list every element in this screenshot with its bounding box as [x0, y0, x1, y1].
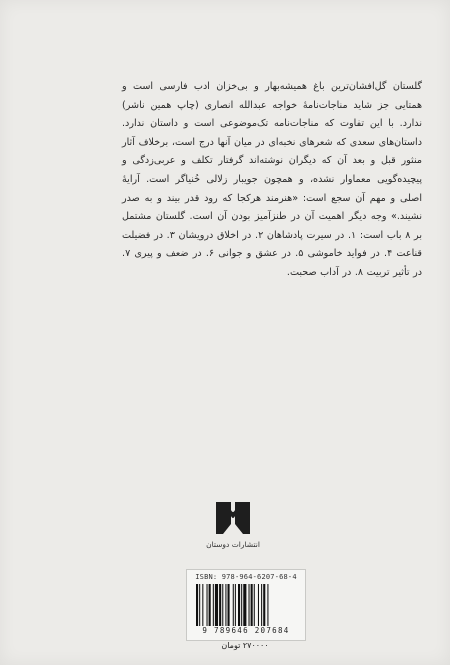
barcode-icon	[194, 584, 298, 626]
barcode-digits: 9 789646 207684	[202, 626, 290, 635]
isbn-barcode-box	[186, 569, 306, 641]
price-label: ۲۷۰۰۰۰ تومان	[221, 641, 269, 650]
barcode	[194, 584, 298, 626]
publisher-name: انتشارات دوستان	[206, 540, 260, 549]
isbn-label: ISBN: 978-964-6207-68-4	[195, 573, 297, 581]
publisher-logo-icon	[214, 500, 252, 536]
publisher-logo	[203, 500, 263, 560]
book-description: گلستان گل‌افشان‌ترین باغ همیشه‌بهار و بی‌خزان ادب فارسی است و همتایی جز شاید مناجات‌نامهٔ خواجه عبدالله انصاری (چاپ همین ناشر) ندارد. با این تفاوت که مناجات‌نامه تک‌موضوعی است و داستان ندارد. داستان‌های سعدی که شعرهای نخبه‌ای در میان آنها درج است، برخلاف آثار منثور قبل و بعد آن که دیگران نوشته‌اند گرفتار تکلف و عربی‌زدگی و پیچیده‌گویی معماوار نشده، و همچون جویبار زلالی خُنیاگر است. آرایهٔ اصلی و مهم آن سجع است: «هنرمند هرکجا که رود قدر بیند و به صدر نشیند.» وجه دیگر اهمیت آن در طنزآمیز بودن آن است. گلستان مشتمل بر ۸ باب است: ۱. در سیرت پادشاهان ۲. در اخلاق درویشان ۳. در فضیلت قناعت ۴. در فواید خاموشی ۵. در عشق و جوانی ۶. در ضعف و پیری ۷. در تأثیر تربیت ۸. در آداب صحبت.	[122, 81, 423, 278]
